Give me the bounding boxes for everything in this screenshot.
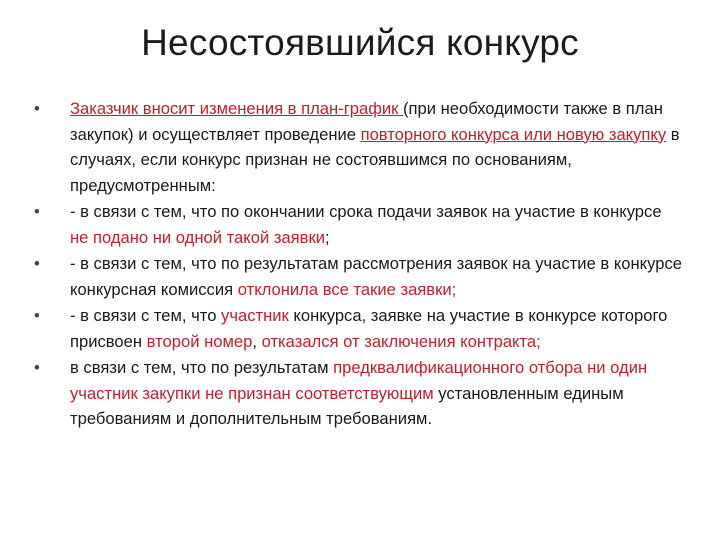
bullet-text: конкурса, заявке на участие в конкурсе которого присвоен [70, 306, 668, 351]
highlighted-text: отказался от заключения контракта; [261, 331, 541, 351]
bullet-item [34, 303, 684, 354]
bullet-item [34, 199, 684, 250]
bullet-icon: • [34, 358, 40, 377]
highlighted-text: не подано ни одной такой заявки [70, 227, 325, 247]
bullet-text: в связи с тем, что по результатам [70, 358, 334, 377]
bullet-icon: • [34, 254, 40, 273]
bullet-list [34, 96, 684, 433]
bullet-text: , [252, 331, 262, 351]
bullet-text: ; [325, 227, 330, 247]
highlighted-text: повторного конкурса или новую закупку [360, 124, 667, 144]
bullet-text: установленным единым требованиям и дополнительным требованиям. [70, 383, 624, 428]
bullet-text: - в связи с тем, что [70, 306, 222, 325]
bullet-item [34, 355, 684, 432]
bullet-item [34, 251, 684, 302]
bullet-icon: • [34, 202, 40, 221]
highlighted-text: Заказчик вносит изменения в план-график [70, 99, 403, 118]
highlighted-text: участник [221, 306, 289, 325]
bullet-icon: • [34, 306, 40, 325]
bullet-text: - в связи с тем, что по результатам рассмотрения заявок на участие в конкурсе конкурсная комиссия [70, 254, 682, 299]
bullet-item [34, 96, 684, 198]
bullet-text: - в связи с тем, что по окончании срока подачи заявок на участие в конкурсе [70, 202, 662, 221]
bullet-icon: • [34, 99, 40, 118]
bullet-text: в случаях, если конкурс признан не состоявшимся по основаниям, предусмотренным: [70, 124, 680, 195]
slide-title: Несостоявшийся конкурс [141, 22, 579, 63]
bullet-text: (при необходимости также в план закупок) и осуществляет проведение [70, 99, 663, 144]
highlighted-text: предквалификационного отбора ни один участник закупки не признан соответствующим [70, 358, 648, 403]
highlighted-text: второй номер [146, 331, 253, 351]
highlighted-text: отклонила все такие заявки; [237, 279, 457, 299]
